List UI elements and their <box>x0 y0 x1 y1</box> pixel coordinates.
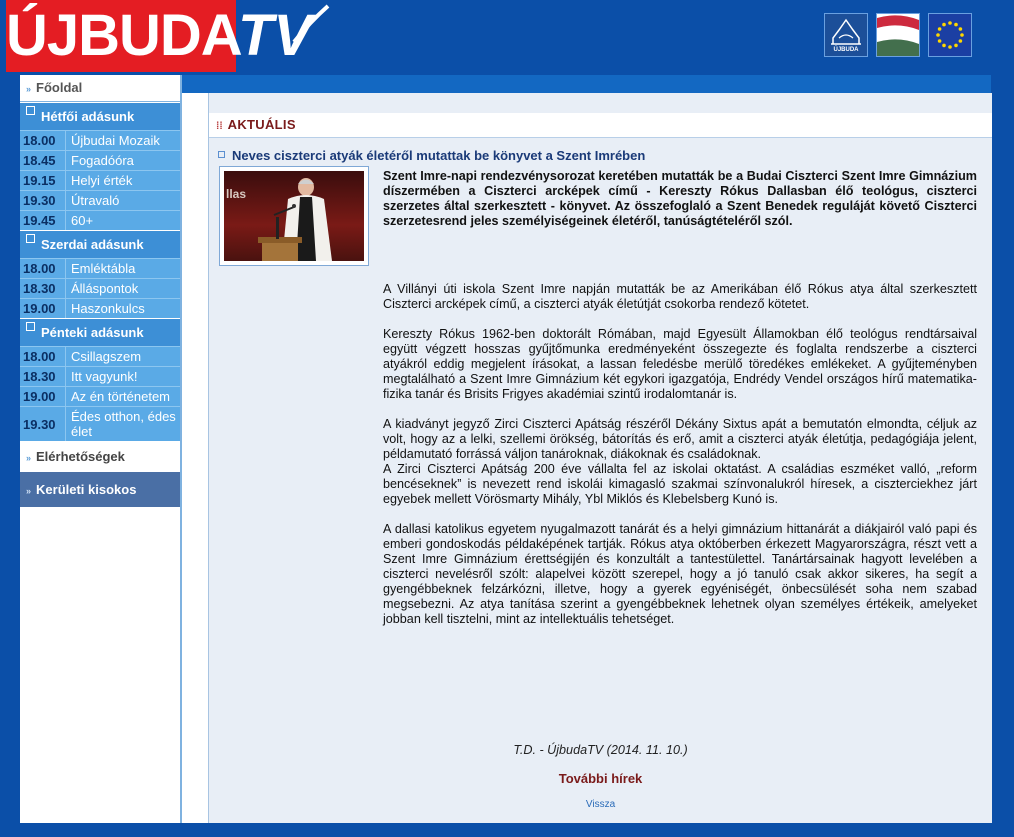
program-title: Csillagszem <box>71 349 142 364</box>
bullet-square-icon <box>218 151 225 158</box>
program-time: 18.30 <box>20 367 66 386</box>
program-title: Haszonkulcs <box>71 301 145 316</box>
logo-swoosh-icon <box>290 4 330 44</box>
program-item[interactable] <box>20 190 180 210</box>
program-item[interactable] <box>20 170 180 190</box>
program-time: 19.15 <box>20 171 66 190</box>
sidebar-section-friday[interactable] <box>20 318 180 346</box>
program-item[interactable] <box>20 366 180 386</box>
sidebar-item-contacts[interactable] <box>20 442 180 472</box>
program-title: 60+ <box>71 213 94 228</box>
program-title: Fogadóóra <box>71 153 134 168</box>
section-title: Pénteki adásunk <box>41 325 144 340</box>
double-arrow-icon: » <box>26 84 32 94</box>
page-frame <box>20 75 991 823</box>
program-time: 18.00 <box>20 259 66 278</box>
article-title-text: Neves ciszterci atyák életéről mutattak be könyvet a Szent Imrében <box>232 148 646 163</box>
section-header <box>209 113 992 138</box>
program-title: Helyi érték <box>71 173 133 188</box>
section-title: Szerdai adásunk <box>41 237 144 252</box>
program-item[interactable] <box>20 278 180 298</box>
site-header <box>0 0 1014 75</box>
program-time: 18.00 <box>20 347 66 366</box>
site-logo[interactable] <box>6 0 242 72</box>
content-area <box>182 75 991 823</box>
program-title: Emléktábla <box>71 261 136 276</box>
article-lead: Szent Imre-napi rendezvénysorozat keretében mutatták be a Budai Ciszterci Szent Imre Gimnázium díszermében a Ciszterci arcképek című - Kereszty Rókus Dallasban élő teológus, ciszterci szerzetes által szerkesztett - könyvet. Az összefoglaló a Szent Benedek reguláját követő Ciszterci szerzetesrend jeles személyiségeinek életéről, tanúságtételéről szól. <box>383 169 977 228</box>
program-time: 19.00 <box>20 299 66 318</box>
program-item[interactable] <box>20 298 180 318</box>
content-top-bar <box>182 75 991 93</box>
sidebar-section-wednesday[interactable] <box>20 230 180 258</box>
sidebar-section-monday[interactable] <box>20 102 180 130</box>
article-paragraph: Kereszty Rókus 1962-ben doktorált Rómában, majd Egyesült Államokban élő teológus rendtársaival együtt végzett hosszas gyűjtőmunka eredményeként összegezte és foglalta rendszerbe a ciszterci atyákról eddig megjelent írásokat, a lassan feledésbe merülő töredékes emlékeket. A gyűjteményben megtalálható a Szent Imre Gimnázium két egykori igazgatója, Endrédy Vendel országos hírű matematika-fizika tanár és Brisits Frigyes akadémiai szintű irodalomtanár is. <box>383 327 977 401</box>
sidebar-item-district-guide[interactable] <box>20 472 180 507</box>
expand-icon <box>26 322 35 331</box>
program-item[interactable] <box>20 210 180 230</box>
program-time: 18.45 <box>20 151 66 170</box>
section-title: Hétfői adásunk <box>41 109 135 124</box>
article-paragraph: A kiadványt jegyző Zirci Ciszterci Apátság részéről Dékány Sixtus apát a bemutatón elmondta, céljuk az volt, hogy az a lelki, szellemi örökség, bátorítás és erő, amit a ciszterci atyák életútja, pedagógiája jelent, példamutató forrássá váljon tanároknak, diákoknak és családoknak. <box>383 417 977 461</box>
sidebar-nav <box>20 75 182 823</box>
expand-icon <box>26 234 35 243</box>
section-marker-icon: ⁞⁞ <box>216 121 223 132</box>
expand-icon <box>26 106 35 115</box>
article-paragraph: A Villányi úti iskola Szent Imre napján mutatták be az Amerikában élő Rókus atya által szerkesztett Ciszterci arcképek című, a ciszterci atyák életútját csokorba rendező kötetet. <box>383 282 977 311</box>
program-title: Itt vagyunk! <box>71 369 138 384</box>
section-title <box>216 117 296 132</box>
speaker-figure-icon <box>224 171 364 261</box>
program-time: 18.30 <box>20 279 66 298</box>
program-item[interactable] <box>20 150 180 170</box>
article-byline: T.D. - ÚjbudaTV (2014. 11. 10.) <box>513 743 688 757</box>
logo-suffix-text: TV <box>238 3 313 68</box>
program-title: Édes otthon, édes élet <box>71 409 176 439</box>
program-title: Útravaló <box>71 193 120 208</box>
logo-main-text: ÚJBUDA <box>6 3 242 68</box>
eu-flag-icon[interactable] <box>928 13 972 57</box>
program-item[interactable] <box>20 258 180 278</box>
badge-ujbuda-text: ÚJBUDA <box>833 47 859 53</box>
more-news-link[interactable]: További hírek <box>558 771 643 786</box>
program-title: Újbudai Mozaik <box>71 133 160 148</box>
program-time: 19.00 <box>20 387 66 406</box>
double-arrow-icon: » <box>26 486 32 496</box>
program-time: 19.45 <box>20 211 66 230</box>
program-title: Az én történetem <box>71 389 170 404</box>
page-title: AKTUÁLIS <box>227 117 296 132</box>
sidebar-item-label: Kerületi kisokos <box>36 482 137 497</box>
program-title: Álláspontok <box>71 281 139 296</box>
logo-tv[interactable] <box>238 0 312 72</box>
priest-photo <box>224 171 364 261</box>
program-time: 18.00 <box>20 131 66 150</box>
program-time: 19.30 <box>20 191 66 210</box>
article-paragraph: A dallasi katolikus egyetem nyugalmazott tanárát és a helyi gimnázium hittanárát a diákjairól való papi és emberi gondoskodás példaképének tartják. Rókus atya októberben érkezett Magyarországra, részt vett a Szent Imre Gimnázium érettségijén és konzultált a tantestülettel. Tanártársainak hagyott levelében a ciszterci nevelésről szólt: alapelvei között szerepel, hogy a jó tanuló csak akkor sikeres, ha segít a gyengébbeknek felzárkózni, illetve, hogy a gyerek egyéniségét, önbecsülését soha nem szabad megsebezni. Az atya tanítása szerint a gyengébbeknek lehetnek olyan személyes értékeik, amelyeket jobban kell tisztelni, mint az intellektuális tehetséget. <box>383 522 977 626</box>
program-time: 19.30 <box>20 407 66 441</box>
article-title <box>218 148 645 163</box>
ujbuda-crest-icon[interactable] <box>824 13 868 57</box>
content-panel <box>208 93 992 823</box>
sidebar-item-home[interactable] <box>20 75 180 102</box>
double-arrow-icon: » <box>26 453 32 463</box>
sidebar-item-label: Elérhetőségek <box>36 449 125 464</box>
hungarian-flag-icon[interactable] <box>876 13 920 57</box>
program-item[interactable] <box>20 406 180 441</box>
program-item[interactable] <box>20 130 180 150</box>
article-photo[interactable] <box>219 166 369 266</box>
back-link[interactable]: Vissza <box>585 799 616 810</box>
article-body <box>383 282 977 642</box>
program-item[interactable] <box>20 346 180 366</box>
article-paragraph: A Zirci Ciszterci Apátság 200 éve vállalta fel az iskolai oktatást. A családias eszméket valló, „reform bencéseknek” is nevezett rend iskolái kimagasló szakmai színvonalukról híresek, a ciszterciekhez járt egyebek mellett Vörösmarty Mihály, Ybl Miklós és Klebelsberg Kunó is. <box>383 462 977 506</box>
sidebar-item-label: Főoldal <box>36 80 83 95</box>
photo-backdrop-text: llas <box>226 187 247 201</box>
program-item[interactable] <box>20 386 180 406</box>
